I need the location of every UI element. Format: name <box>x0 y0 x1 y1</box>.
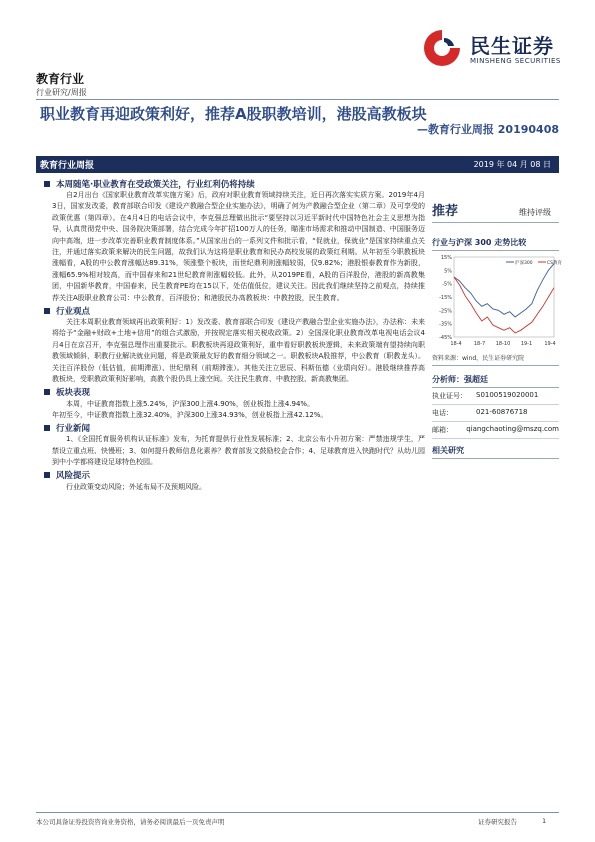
y-tick-label: 5% <box>444 268 452 275</box>
bar-left-label: 教育行业周报 <box>40 161 95 171</box>
report-subtitle: —教育行业周报 20190408 <box>416 123 559 136</box>
section-paragraph: 本周，中证教育指数上涨5.24%，沪深300上涨4.90%，创业板指上涨4.94%。 <box>66 399 315 408</box>
series-line-1 <box>454 277 554 333</box>
section-0 <box>40 177 425 304</box>
square-bullet-icon <box>44 389 50 395</box>
company-logo <box>420 26 580 72</box>
x-tick-label: 18-7 <box>473 341 486 347</box>
y-tick-label: 15% <box>440 255 452 261</box>
section-paragraph: 年初至今，中证教育指数上涨32.40%，沪深300上涨34.93%，创业板指上涨42.12%。 <box>52 410 328 419</box>
section-1 <box>40 304 425 385</box>
section-head: 板块表现 <box>40 386 425 399</box>
y-tick-label: -5% <box>442 281 452 288</box>
x-tick-label: 18-4 <box>450 341 462 347</box>
chart-heading: 行业与沪深 300 走势比较 <box>432 235 559 251</box>
logo-swirl-icon <box>420 26 464 70</box>
industry-label: 教育行业 <box>36 72 85 86</box>
x-tick-label: 19-1 <box>520 341 533 347</box>
section-head: 行业观点 <box>40 304 425 317</box>
y-tick-label: -15% <box>439 295 452 301</box>
rating-value: 推荐 <box>432 204 459 219</box>
plot-frame <box>454 257 554 337</box>
rating-row <box>432 200 559 223</box>
header-divider <box>36 99 559 100</box>
square-bullet-icon <box>44 425 50 431</box>
square-bullet-icon <box>44 472 50 478</box>
square-bullet-icon <box>44 308 50 314</box>
section-head: 本周随笔·职业教育在受政策关注，行业红利仍将持续 <box>40 177 425 190</box>
legend-label: CS教育 <box>547 261 562 266</box>
trend-chart <box>432 251 562 351</box>
section-head: 行业新闻 <box>40 421 425 434</box>
sidebar <box>432 200 562 459</box>
section-3 <box>40 421 425 468</box>
page-number: 1 <box>542 817 547 825</box>
trend-chart-svg <box>432 251 562 351</box>
footer-divider <box>36 812 559 813</box>
related-heading: 相关研究 <box>432 443 559 459</box>
section-4 <box>40 469 425 493</box>
report-bar <box>36 156 559 173</box>
info-row: 电话： 021-60876718 <box>432 405 559 422</box>
legend-label: 沪深300 <box>515 261 533 266</box>
y-tick-label: -35% <box>439 321 452 328</box>
square-bullet-icon <box>44 181 50 187</box>
rating-note: 维持评级 <box>519 208 551 217</box>
section-paragraph: 自2月出台《国家职业教育改革实施方案》后，政府对职业教育领域持续关注，近日再次落实实质方案。2019年4月3日，国家发改委，教育部联合印发《建设产教融合型企业实施办法》，明确了何为产教融合型企业（第二章）及可享受的政策优惠（第四章）。在4月4日的电话会议中，李克强总理做出批示“要坚持以习近平新时代中国特色社会主义思想为指导，认真贯彻党中央、国务院决策部署，结合完成今年扩招100万人的任务，瞄准市场需求和推动中国制造、中国服务迈向中高端，进一步改革完善职业教育制度体系。”从国家出台的一系列文件和批示看，“促就业，保就业”是国家持续重点关注，并通过落实政策来解决的民生问题，故我们认为这将是职业教育和民办高校发展的政策红利期。从年初至今职教板块涨幅看，A股的中公教育涨幅达89.31%，领涨整个板块，而世纪鼎利则涨幅较弱，仅9.82%；港股银泰教育作为新股，涨幅65.9%相对较高，而中国春来和21世纪教育则涨幅较低。此外，从2019PE看，A股的百洋股份，港股的新高教集团，中国新华教育，中国春来，民生教育PE均在15以下，处估值低位，建议关注。因此我们继续坚持之前观点，持续推荐关注A股职业教育公司：中公教育，百洋股份；和港股民办高教板块：中教控股，民生教育。 <box>52 191 425 302</box>
analyst-heading: 分析师：强超廷 <box>432 372 559 388</box>
y-tick-label: -25% <box>439 308 452 315</box>
info-row: 执业证号： S0100519020001 <box>432 388 559 405</box>
main-content <box>40 177 425 493</box>
info-row: 邮箱： qiangchaoting@mszq.com <box>432 422 559 439</box>
chart-source: 资料来源：wind，民生证券研究院 <box>432 351 559 366</box>
section-paragraph: 关注本周职业教育领域再出政策利好：1）发改委、教育部联合印发《建设产教融合型企业实施办法》，办法称：未来将给予“金融+财政+土地+信用”的组合式激励，并按规定落实相关税收政策。2）全国深化职业教育改革电视电话会议4月4日在京召开，李克强总理作出重要批示。职教板块再迎政策利好，重申看好职教板块逻辑，未来政策端有望持续向职教领域倾斜，职教行业解决就业问题，将是政策最友好的教育细分领域之一。职教板块A股推荐，中公教育（职教龙头）。关注百洋股份（低估值，前期滞涨）、世纪鼎利（前期滞涨）。其他关注立思辰、科斯伍德（业绩向好）。港股继续推荐高教板块，受职教政策利好影响，高教个股仍具上涨空间。关注民生教育、中教控股、新高教集团。 <box>52 318 425 384</box>
x-tick-label: 18-10 <box>495 341 511 347</box>
report-date: 2019 年 04 月 08 日 <box>473 160 551 169</box>
report-title: 职业教育再迎政策利好，推荐A股职教培训，港股高教板块 <box>40 105 427 123</box>
logo-name: 民生证券 <box>470 34 554 58</box>
y-tick-label: -45% <box>439 335 452 341</box>
section-head: 风险提示 <box>40 469 425 482</box>
report-type: 行业研究/周报 <box>36 88 87 97</box>
section-2 <box>40 386 425 422</box>
section-paragraph: 行业政策变动风险；外延布局不及预期风险。 <box>66 482 206 491</box>
footer-label: 证券研究报告 <box>478 818 517 826</box>
series-line-0 <box>454 264 554 317</box>
logo-english: MINSHENG SECURITIES <box>470 57 561 65</box>
section-paragraph: 1、《全国托育服务机构认证标准》发布，为托育提供行业性发展标准；2、北京公布小升初方案：严禁违规学生，严禁设立重点班、快慢班；3、如何提升教师信息化素养？教育部发文鼓励校企合作；4、足球教育进入快跑时代？从幼儿园到中小学都将建设足球特色校园。 <box>52 435 425 467</box>
x-tick-label: 19-4 <box>544 341 556 347</box>
footer-disclaimer: 本公司具备证券投资咨询业务资格，请务必阅读最后一页免责声明 <box>36 818 225 826</box>
